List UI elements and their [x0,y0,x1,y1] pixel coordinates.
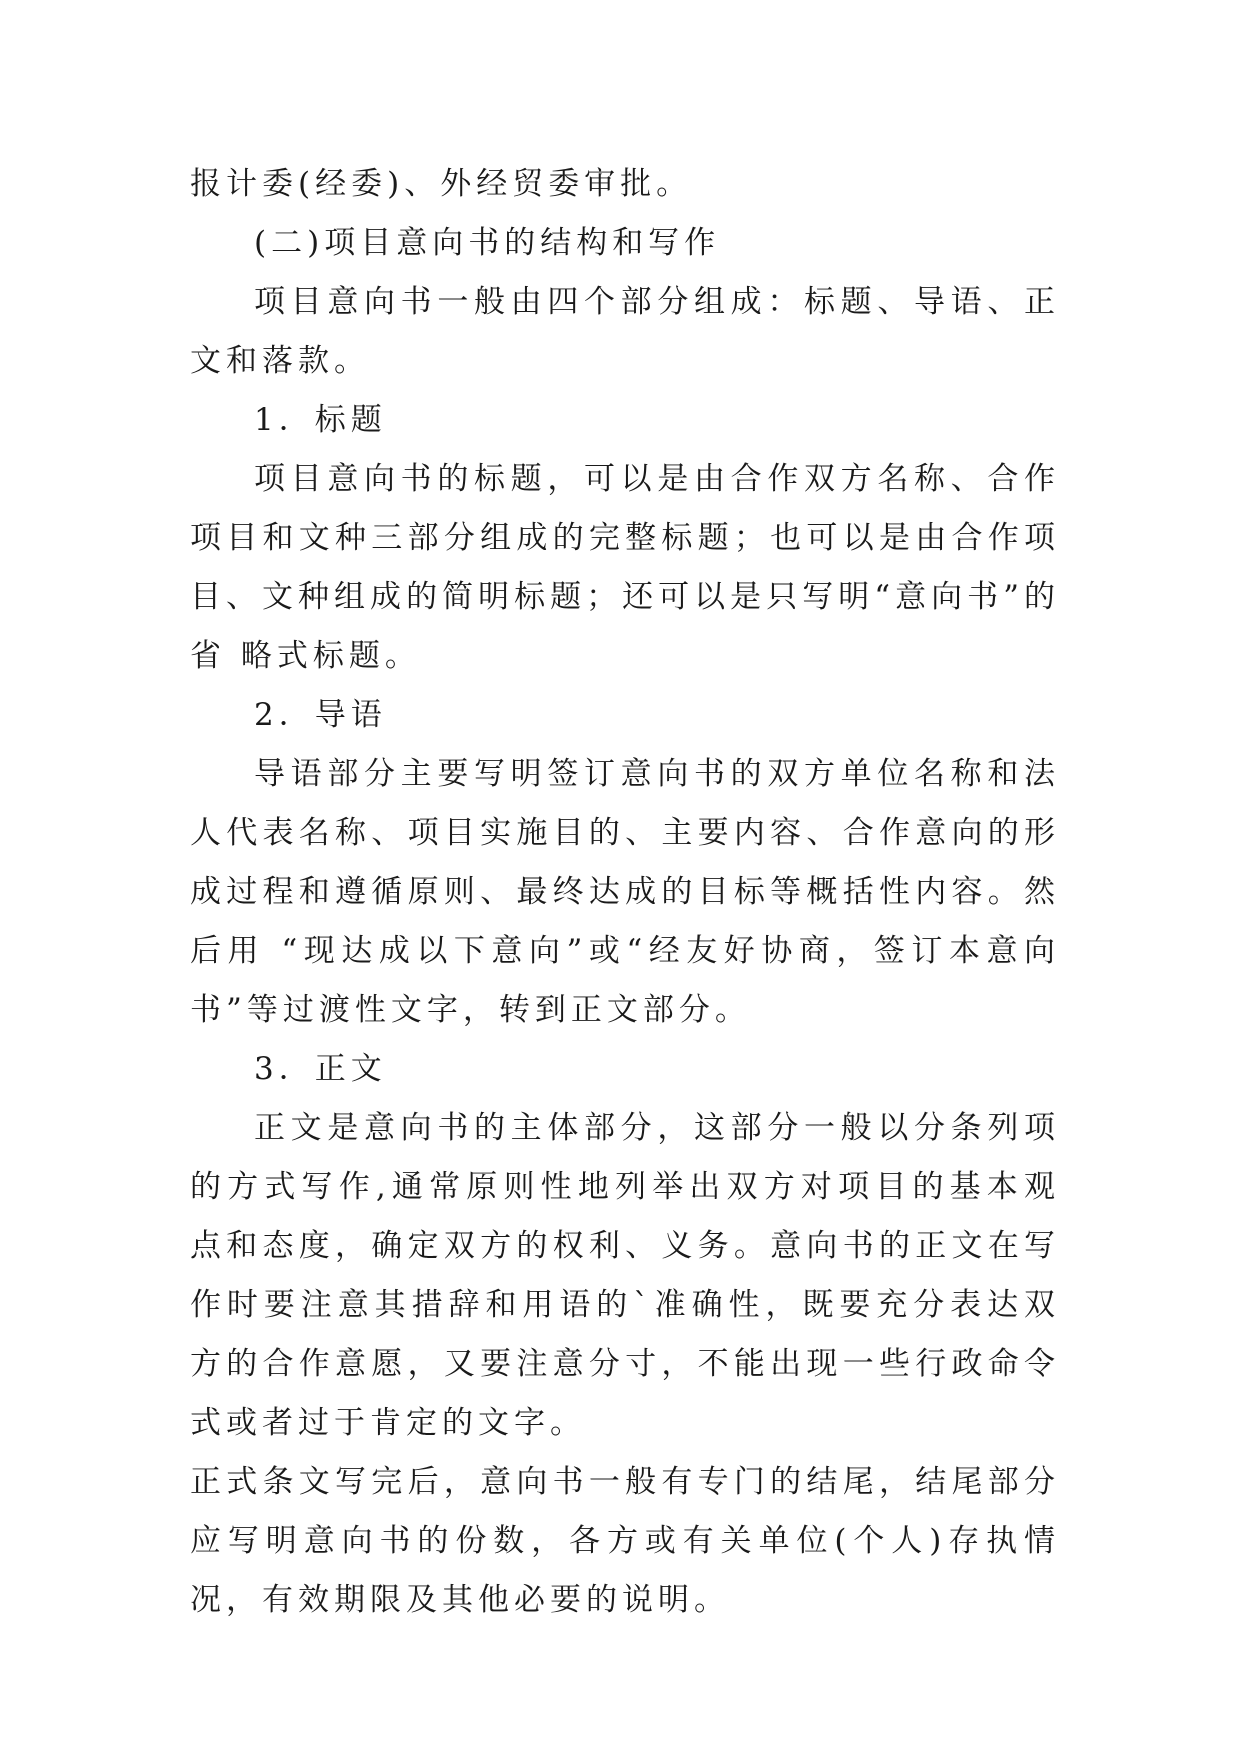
paragraph-title: 项目意向书的标题，可以是由合作双方名称、合作项目和文种三部分组成的完整标题；也可以是由合作项目、文种组成的简明标题；还可以是只写明“意向书”的省 略式标题。 [190,461,1060,674]
section-heading-structure: (二)项目意向书的结构和写作 [254,225,721,261]
paragraph-main-text: 正文是意向书的主体部分，这部分一般以分条列项的方式写作,通常原则性地列举出双方对项目的基本观点和态度，确定双方的权利、义务。意向书的正文在写作时要注意其措辞和用语的`准确性，既要充分表达双方的合作意愿，又要注意分寸，不能出现一些行政命令式或者过于肯定的文字。 [190,1110,1060,1441]
subheading-title: 1．标题 [254,402,387,438]
subheading-introduction: 2．导语 [254,697,387,733]
document-body [190,155,1060,1630]
subheading-main-text: 3．正文 [254,1051,387,1087]
paragraph-ending: 正式条文写完后，意向书一般有专门的结尾，结尾部分应写明意向书的份数，各方或有关单位(个人)存执情况，有效期限及其他必要的说明。 [190,1464,1060,1618]
paragraph-components: 项目意向书一般由四个部分组成：标题、导语、正文和落款。 [190,284,1060,379]
paragraph-introduction: 导语部分主要写明签订意向书的双方单位名称和法人代表名称、项目实施目的、主要内容、合作意向的形成过程和遵循原则、最终达成的目标等概括性内容。然后用 “现达成以下意向”或“经友好协商，签订本意向书”等过渡性文字，转到正文部分。 [190,756,1060,1028]
paragraph-approval: 报计委(经委)、外经贸委审批。 [190,166,693,202]
